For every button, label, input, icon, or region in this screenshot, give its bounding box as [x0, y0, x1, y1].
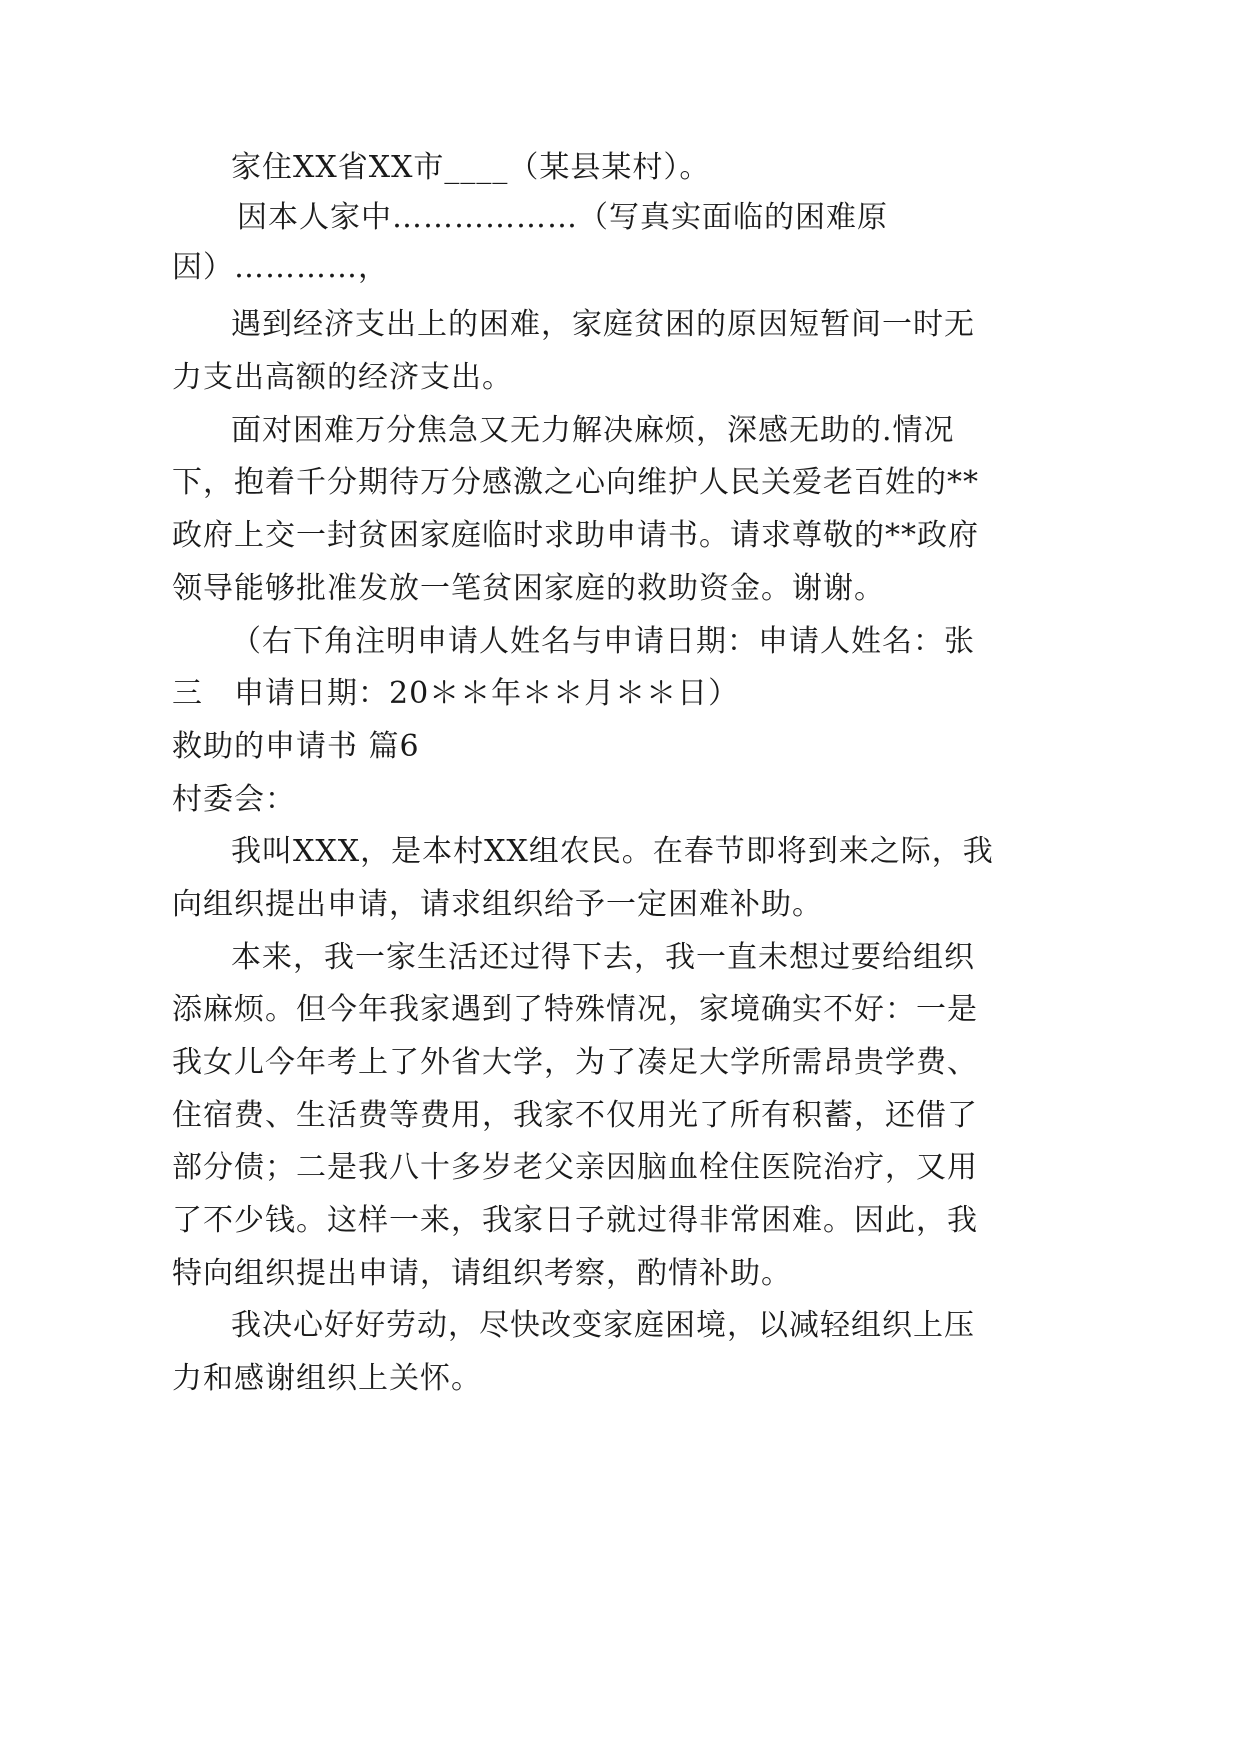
text-line: 力支出高额的经济支出。	[172, 360, 513, 395]
text-line: 我决心好好劳动，尽快改变家庭困境，以减轻组织上压	[231, 1308, 975, 1343]
section-heading: 救助的申请书 篇6	[172, 729, 420, 764]
text-line: 村委会：	[172, 782, 296, 817]
text-line: 因本人家中………………（写真实面临的困难原	[237, 200, 888, 235]
text-line: 添麻烦。但今年我家遇到了特殊情况，家境确实不好：一是	[172, 992, 978, 1027]
text-line: 住宿费、生活费等费用，我家不仅用光了所有积蓄，还借了	[172, 1098, 978, 1133]
text-line: 特向组织提出申请，请组织考察，酌情补助。	[172, 1256, 792, 1291]
text-line: 我女儿今年考上了外省大学，为了凑足大学所需昂贵学费、	[172, 1045, 978, 1080]
text-line: 向组织提出申请，请求组织给予一定困难补助。	[172, 887, 823, 922]
text-line: （右下角注明申请人姓名与申请日期：申请人姓名：张	[231, 624, 975, 659]
text-line: 力和感谢组织上关怀。	[172, 1361, 482, 1396]
text-line: 下，抱着千分期待万分感激之心向维护人民关爱老百姓的**	[172, 465, 979, 500]
text-line: 政府上交一封贫困家庭临时求助申请书。请求尊敬的**政府	[172, 518, 979, 553]
text-line: 部分债；二是我八十多岁老父亲因脑血栓住医院治疗，又用	[172, 1150, 978, 1185]
text-line: 因）…………，	[172, 250, 389, 285]
text-line: 遇到经济支出上的困难，家庭贫困的原因短暂间一时无	[231, 307, 975, 342]
text-line: 了不少钱。这样一来，我家日子就过得非常困难。因此，我	[172, 1203, 978, 1238]
text-line: 我叫XXX，是本村XX组农民。在春节即将到来之际，我	[231, 834, 994, 869]
text-line: 家住XX省XX市____（某县某村）。	[231, 150, 711, 185]
text-line: 领导能够批准发放一笔贫困家庭的救助资金。谢谢。	[172, 571, 885, 606]
text-line: 本来，我一家生活还过得下去，我一直未想过要给组织	[231, 940, 975, 975]
text-line: 面对困难万分焦急又无力解决麻烦，深感无助的.情况	[231, 413, 955, 448]
text-line: 三 申请日期：20＊＊年＊＊月＊＊日）	[172, 676, 740, 711]
